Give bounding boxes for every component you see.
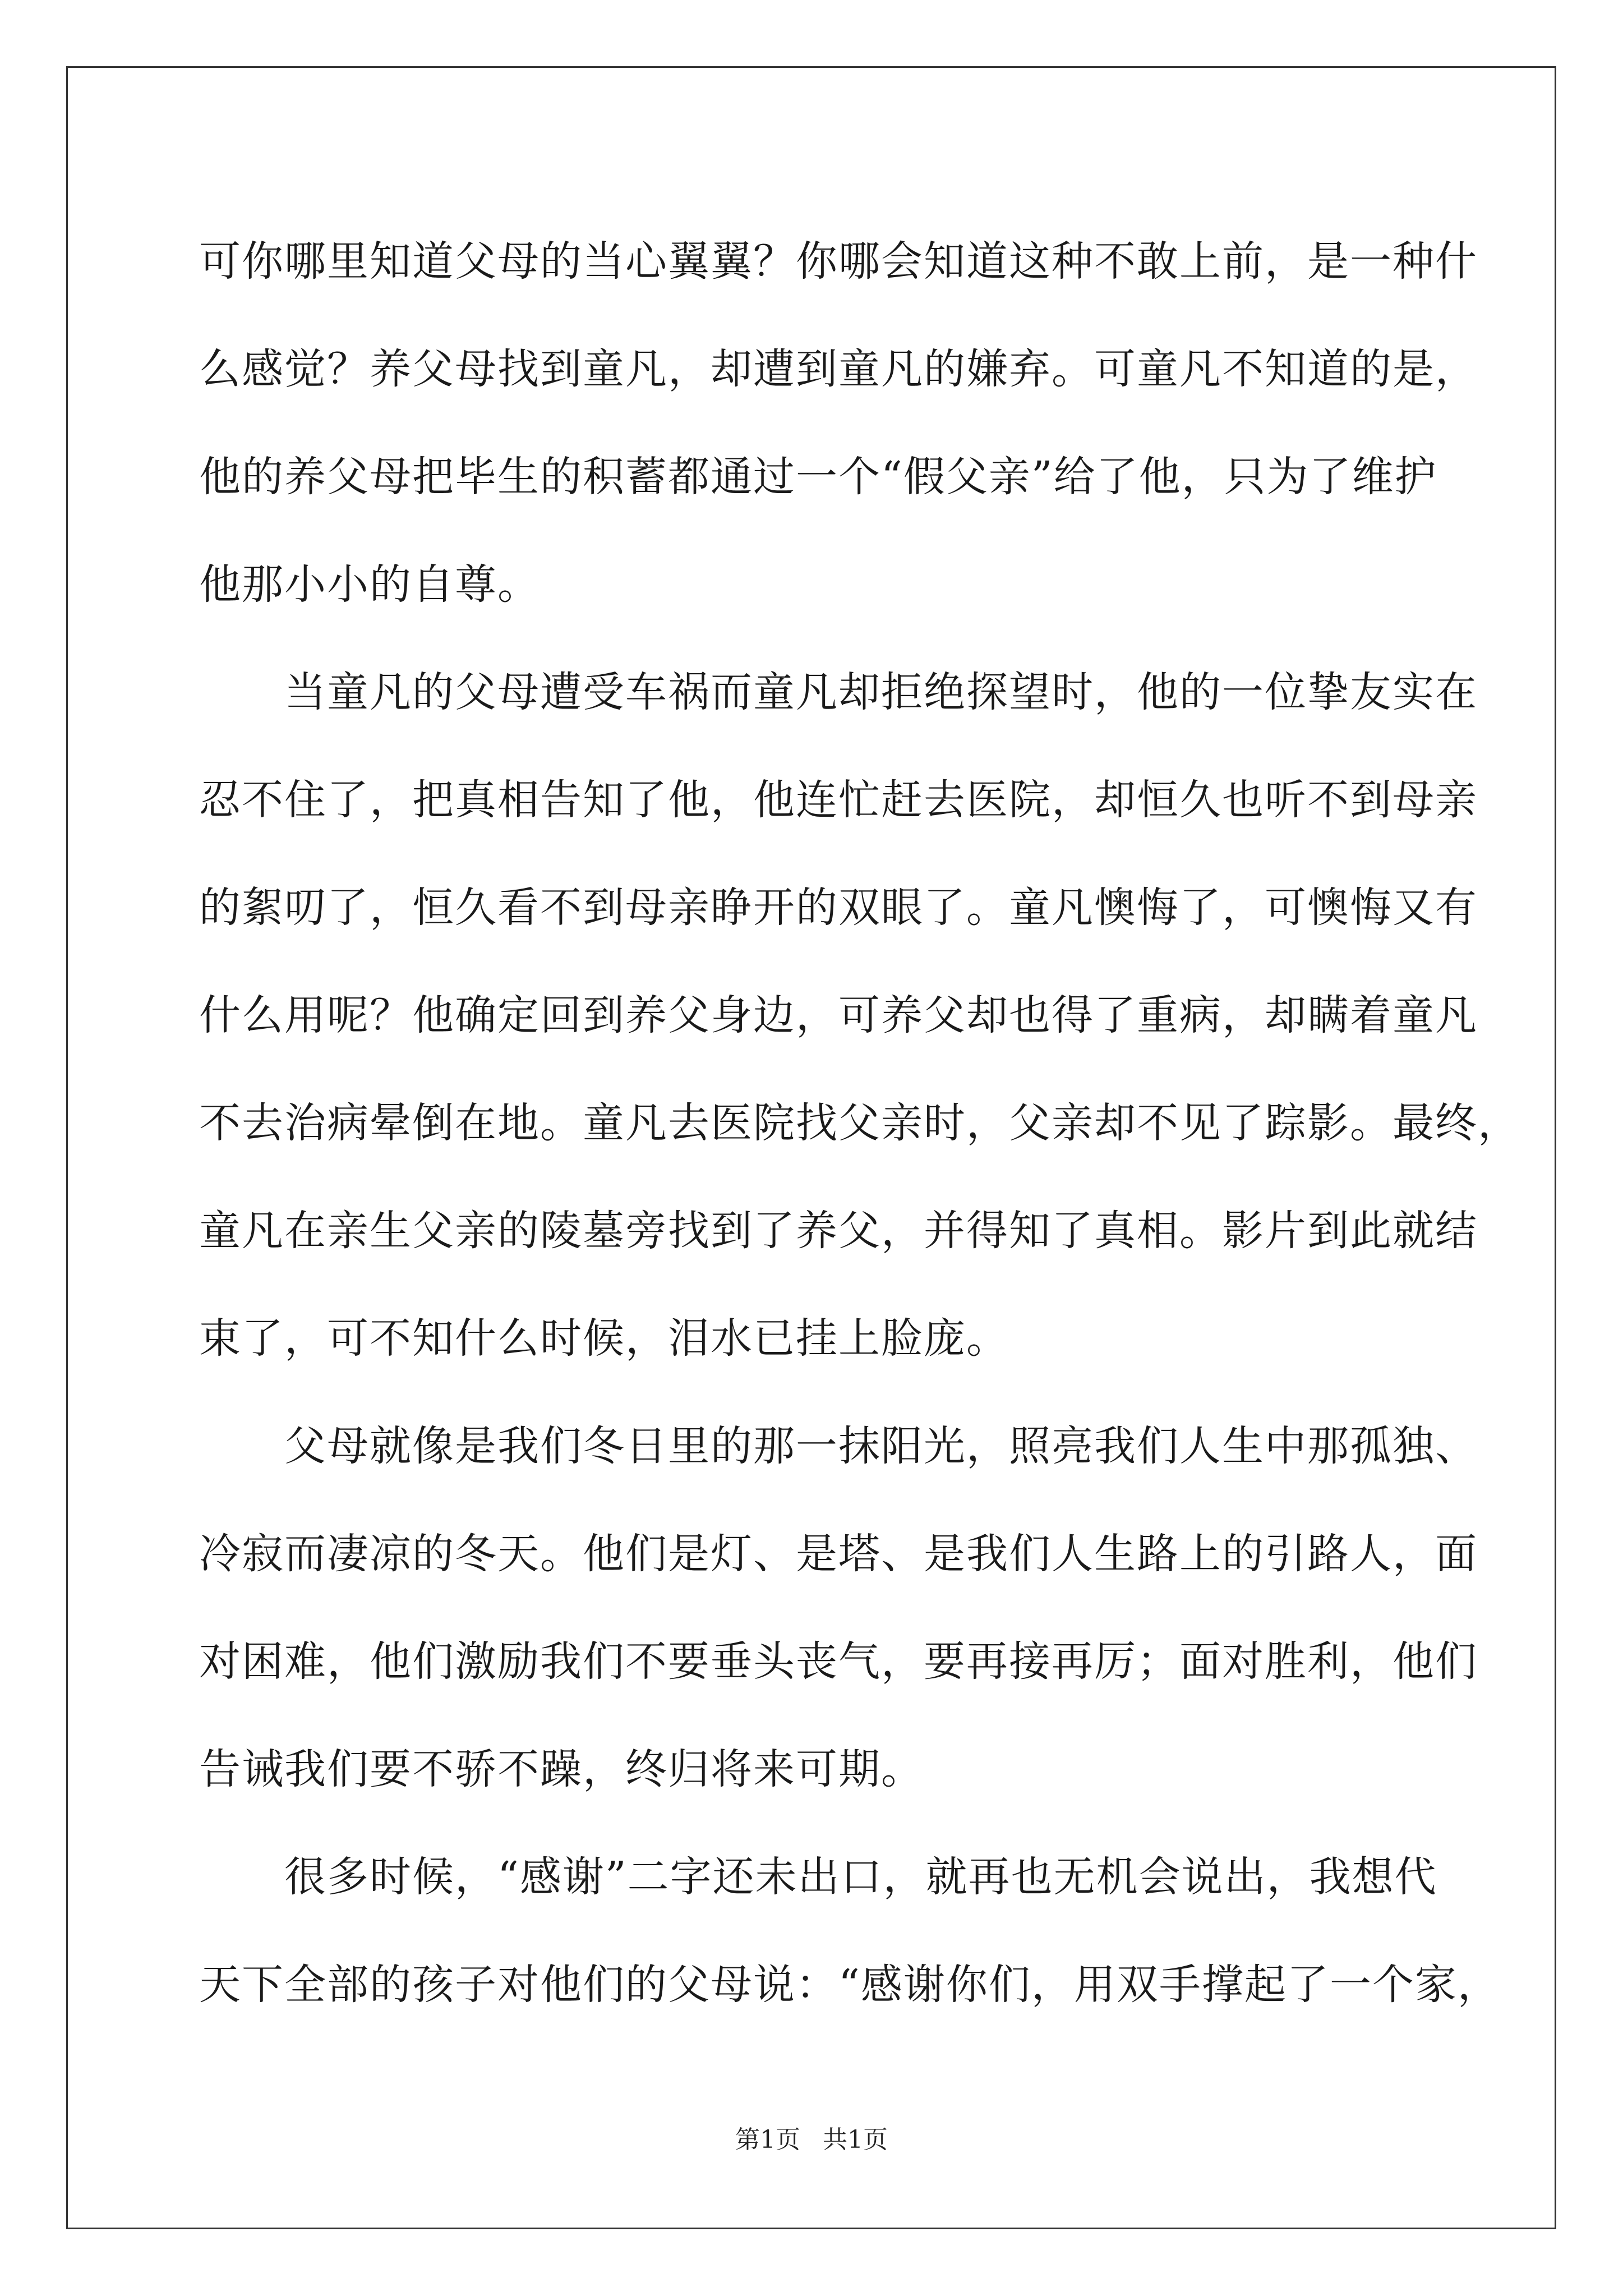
- text-line: 父母就像是我们冬日里的那一抹阳光，照亮我们人生中那孤独、: [199, 1422, 1478, 1470]
- text-line: 告诫我们要不骄不躁，终归将来可期。: [199, 1745, 924, 1793]
- text-line: 很多时候，“感谢”二字还未出口，就再也无机会说出，我想代: [199, 1853, 1437, 1901]
- text-line: 的絮叨了，恒久看不到母亲睁开的双眼了。童凡懊悔了，可懊悔又有: [199, 884, 1478, 932]
- text-line: 什么用呢？他确定回到养父身边，可养父却也得了重病，却瞒着童凡: [199, 991, 1478, 1039]
- text-line: 可你哪里知道父母的当心翼翼？你哪会知道这种不敢上前，是一种什: [199, 237, 1478, 286]
- document-body: [199, 208, 1520, 2039]
- text-line: 天下全部的孩子对他们的父母说：“感谢你们，用双手撑起了一个家，: [199, 1961, 1500, 2009]
- text-line: 他的养父母把毕生的积蓄都通过一个“假父亲”给了他，只为了维护: [199, 453, 1437, 501]
- text-line: 对困难，他们激励我们不要垂头丧气，要再接再厉；面对胜利，他们: [199, 1637, 1478, 1686]
- page-footer: [0, 2123, 1623, 2157]
- text-line: 冷寂而凄凉的冬天。他们是灯、是塔、是我们人生路上的引路人，面: [199, 1530, 1478, 1578]
- text-line: 当童凡的父母遭受车祸而童凡却拒绝探望时，他的一位挚友实在: [199, 668, 1478, 716]
- text-line: 么感觉？养父母找到童凡，却遭到童凡的嫌弃。可童凡不知道的是，: [199, 345, 1478, 393]
- text-line: 束了，可不知什么时候，泪水已挂上脸庞。: [199, 1314, 1009, 1363]
- page-number: 第1页: [735, 2125, 800, 2154]
- text-line: 童凡在亲生父亲的陵墓旁找到了养父，并得知了真相。影片到此就结: [199, 1207, 1478, 1255]
- text-line: 不去治病晕倒在地。童凡去医院找父亲时，父亲却不见了踪影。最终，: [199, 1099, 1520, 1147]
- text-line: 忍不住了，把真相告知了他，他连忙赶去医院，却恒久也听不到母亲: [199, 776, 1478, 824]
- page-total: 共1页: [823, 2125, 888, 2154]
- text-line: 他那小小的自尊。: [199, 560, 540, 609]
